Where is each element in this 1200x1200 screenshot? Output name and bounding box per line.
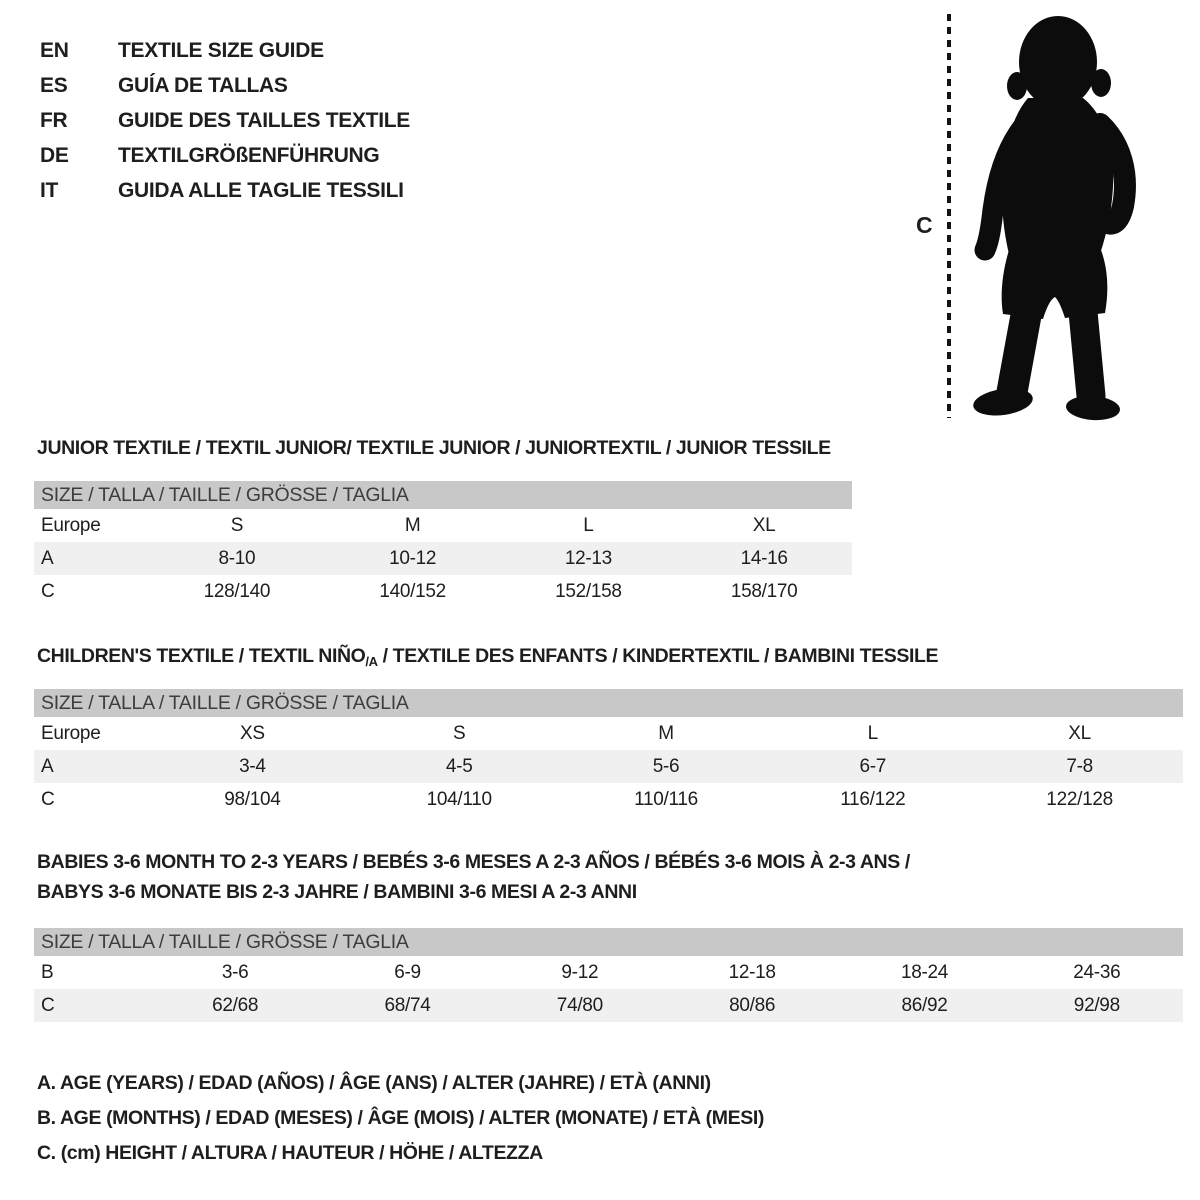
junior-size-table [34,481,852,608]
table-row [34,575,852,608]
lang-code: IT [40,178,59,202]
height-cell: 86/92 [901,994,948,1016]
row-label: B [41,961,54,983]
row-label: A [41,547,54,569]
age-cell: 12-18 [728,961,776,983]
junior-table-header: SIZE / TALLA / TAILLE / GRÖSSE / TAGLIA [34,481,852,509]
height-cell: 62/68 [212,994,259,1016]
lang-code: FR [40,108,68,132]
table-row [34,717,1183,750]
row-label: Europe [41,514,101,536]
row-label: C [41,580,55,602]
babies-table-header: SIZE / TALLA / TAILLE / GRÖSSE / TAGLIA [34,928,1183,956]
babies-section-title-line2: BABYS 3-6 MONATE BIS 2-3 JAHRE / BAMBINI 3-6 MESI A 2-3 ANNI [37,881,637,903]
lang-row-it [40,173,410,208]
age-cell: 6-7 [859,755,887,777]
lang-title: GUIDE DES TAILLES TEXTILE [118,108,410,132]
age-cell: 6-9 [394,961,421,983]
height-cell: 152/158 [555,580,622,602]
row-label: C [41,788,55,810]
age-cell: 3-4 [239,755,266,777]
height-measure-dashed-line [947,14,951,418]
age-cell: 12-13 [564,547,612,569]
table-row [34,750,1183,783]
row-label: C [41,994,55,1016]
size-cell: S [453,722,466,744]
size-cell: L [583,514,594,536]
children-title-pre: CHILDREN'S TEXTILE / TEXTIL NIÑO [37,645,366,667]
lang-title: TEXTILGRÖßENFÜHRUNG [118,143,380,167]
age-cell: 8-10 [218,547,256,569]
legend-line-c: C. (cm) HEIGHT / ALTURA / HAUTEUR / HÖHE / ALTEZZA [37,1142,543,1164]
age-cell: 4-5 [445,755,473,777]
children-table-header: SIZE / TALLA / TAILLE / GRÖSSE / TAGLIA [34,689,1183,717]
height-cell: 110/116 [634,788,698,810]
height-cell: 128/140 [203,580,271,602]
size-cell: XS [240,722,265,744]
table-row [34,989,1183,1022]
children-size-table [34,689,1183,816]
lang-title: GUÍA DE TALLAS [118,73,288,97]
measurement-legend [37,1066,764,1171]
table-row [34,956,1183,989]
height-cell: 158/170 [730,580,798,602]
children-section-title [37,645,938,668]
children-title-subscript: /A [365,654,378,669]
age-cell: 18-24 [900,961,949,983]
lang-title: GUIDA ALLE TAGLIE TESSILI [118,178,404,202]
table-row [34,783,1183,816]
age-cell: 5-6 [652,755,680,777]
age-cell: 24-36 [1073,961,1121,983]
toddler-silhouette-icon [965,10,1145,424]
language-title-list [40,33,410,208]
age-cell: 9-12 [561,961,599,983]
height-cell: 80/86 [729,994,776,1016]
lang-row-es [40,68,410,103]
legend-line-b: B. AGE (MONTHS) / EDAD (MESES) / ÂGE (MOIS) / ALTER (MONATE) / ETÀ (MESI) [37,1107,764,1129]
height-cell: 104/110 [426,788,492,810]
lang-code: DE [40,143,69,167]
row-label: Europe [41,722,101,744]
lang-title: TEXTILE SIZE GUIDE [118,38,324,62]
size-cell: M [404,514,421,536]
junior-section-title: JUNIOR TEXTILE / TEXTIL JUNIOR/ TEXTILE JUNIOR / JUNIORTEXTIL / JUNIOR TESSILE [37,437,831,459]
lang-row-en [40,33,410,68]
height-cell: 92/98 [1073,994,1120,1016]
age-cell: 7-8 [1066,755,1093,777]
size-cell: XL [752,514,776,536]
lang-code: EN [40,38,69,62]
legend-line-a: A. AGE (YEARS) / EDAD (AÑOS) / ÂGE (ANS) / ALTER (JAHRE) / ETÀ (ANNI) [37,1072,711,1094]
age-cell: 10-12 [389,547,437,569]
table-row [34,509,852,542]
age-cell: 14-16 [740,547,788,569]
age-cell: 3-6 [221,961,249,983]
height-cell: 68/74 [384,994,431,1016]
babies-section-title-line1: BABIES 3-6 MONTH TO 2-3 YEARS / BEBÉS 3-6 MESES A 2-3 AÑOS / BÉBÉS 3-6 MOIS À 2-3 ANS / [37,851,910,873]
height-cell: 74/80 [556,994,603,1016]
height-cell: 122/128 [1046,788,1113,810]
height-measure-label: C [916,212,933,238]
children-title-post: / TEXTILE DES ENFANTS / KINDERTEXTIL / BAMBINI TESSILE [377,645,939,667]
height-cell: 140/152 [379,580,446,602]
babies-size-table [34,928,1183,1022]
size-cell: L [867,722,878,744]
lang-row-fr [40,103,410,138]
lang-row-de [40,138,410,173]
table-row [34,542,852,575]
lang-code: ES [40,73,68,97]
row-label: A [41,755,54,777]
height-cell: 116/122 [840,788,906,810]
size-cell: M [658,722,674,744]
height-cell: 98/104 [224,788,281,810]
size-cell: XL [1068,722,1091,744]
size-cell: S [230,514,244,536]
